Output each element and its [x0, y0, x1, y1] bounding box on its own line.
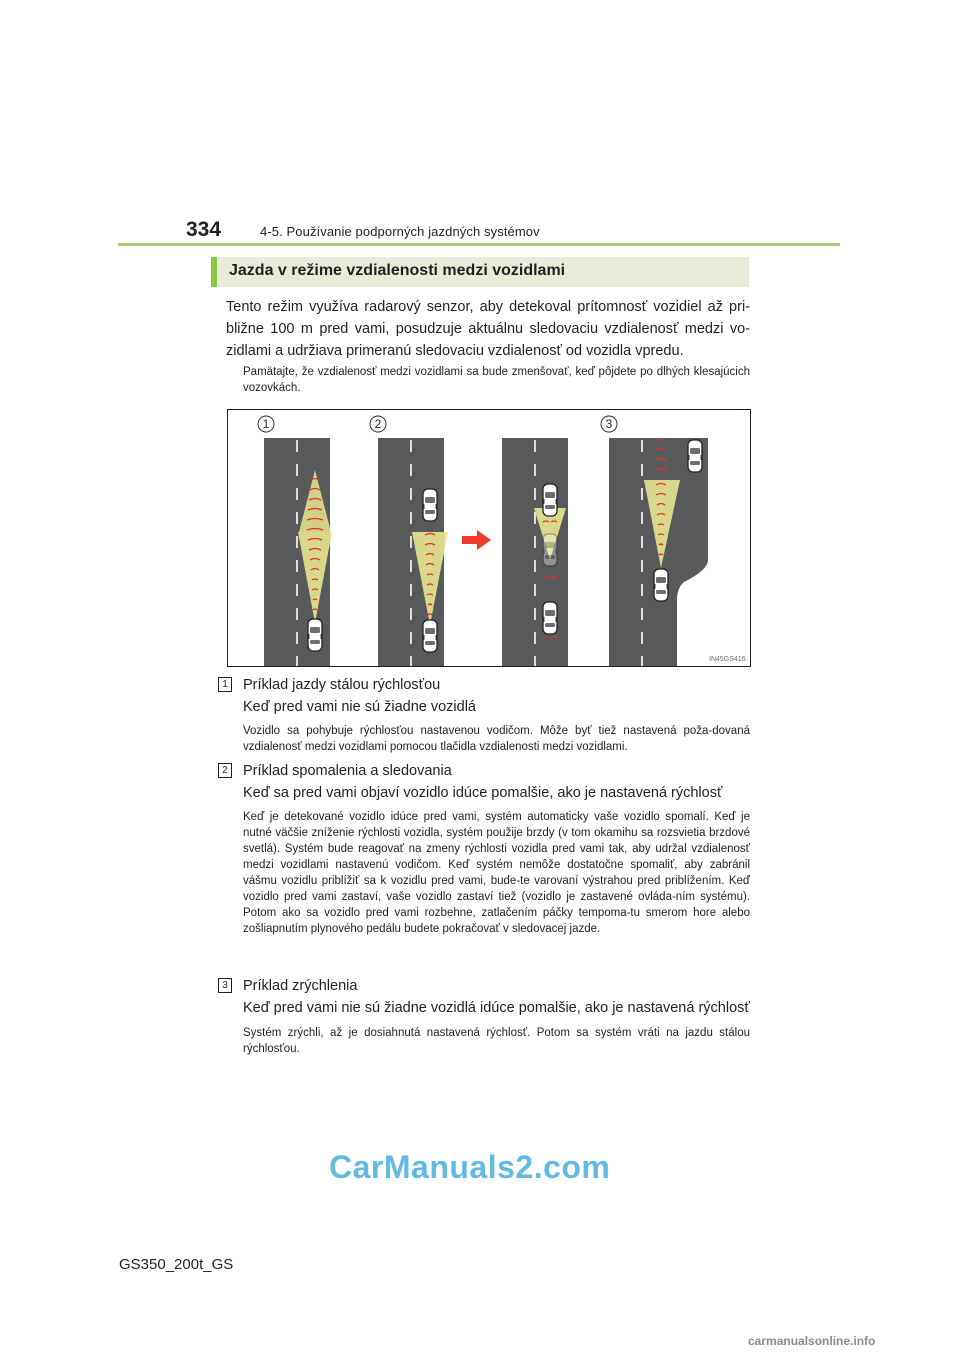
marker-3: 3 [605, 417, 613, 431]
item-1-title: Príklad jazdy stálou rýchlosťou [243, 677, 441, 693]
item-3-title: Príklad zrýchlenia [243, 978, 358, 994]
item-3-note: Systém zrýchli, až je dosiahnutá nastavená rýchlosť. Potom sa systém vráti na jazdu stálou rýchlosťou. [243, 1027, 750, 1055]
intro-paragraph: Tento režim využíva radarový senzor, aby detekoval prítomnosť vozidiel až pri-bližne 100 m pred vami, posudzuje aktuálnu sledovaciu vzdialenosť medzi vo-zidlami a udržiava primeranú sledovaciu vzdialenosť od vozidla vpredu. [226, 299, 750, 359]
car-own-1 [308, 619, 322, 651]
marker-2: 2 [374, 417, 382, 431]
marker-1: 1 [262, 417, 270, 431]
car-exiting-4 [688, 440, 702, 472]
header-divider [118, 243, 840, 246]
item-2-title: Príklad spomalenia a sledovania [243, 763, 452, 779]
intro-note: Pamätajte, že vzdialenosť medzi vozidlami sa bude zmenšovať, keď pôjdete po dlhých klesajúcich vozovkách. [243, 366, 750, 394]
item-1-subtitle: Keď pred vami nie sú žiadne vozidlá [243, 699, 476, 715]
item-2-subtitle: Keď sa pred vami objaví vozidlo idúce pomalšie, ako je nastavená rýchlosť [243, 785, 723, 801]
section-heading [211, 257, 749, 287]
illustration-svg [228, 410, 750, 666]
figure-code: IN45GS416 [709, 656, 746, 663]
car-own-4 [654, 569, 668, 601]
item-2-number: 2 [218, 763, 232, 778]
watermark: CarManuals2.com [329, 1149, 611, 1185]
item-1-number: 1 [218, 677, 232, 692]
section-title: Jazda v režime vzdialenosti medzi vozidlami [229, 262, 566, 279]
car-ahead-3 [543, 484, 557, 516]
car-ghost-3 [543, 534, 557, 566]
page-number: 334 [186, 218, 222, 241]
radar-cruise-illustration [227, 409, 751, 667]
car-own-2 [423, 620, 437, 652]
item-1-note: Vozidlo sa pohybuje rýchlosťou nastavenou vodičom. Môže byť tiež nastavená poža-dovaná vzdialenosť medzi vozidlami pomocou tlačidla vzdialenosti medzi vozidlami. [243, 725, 750, 753]
chapter-title: 4-5. Používanie podporných jazdných systémov [260, 224, 540, 239]
transition-arrow [462, 530, 491, 550]
watermark-small: carmanualsonline.info [748, 1334, 876, 1348]
item-3-number: 3 [218, 978, 232, 993]
item-3-subtitle: Keď pred vami nie sú žiadne vozidlá idúce pomalšie, ako je nastavená rýchlosť [243, 1000, 750, 1016]
car-ahead-2 [423, 489, 437, 521]
item-2-note: Keď je detekované vozidlo idúce pred vami, systém automaticky vaše vozidlo spomalí. Keď je nutné väčšie zníženie rýchlosti vozidla, systém použije brzdy (v tom okamihu sa rozsvietia brzdové svetlá). Systém bude reagovať na zmeny rýchlosti vozidla pred vami tak, aby udržal vzdialenosť medzi vozidlami nastavenú vodičom. Keď systém nemôže dostatočne spomaliť, aby zabránil vášmu vozidlu priblížiť sa k vozidlu pred vami, bude-te varovaní výstrahou pred priblížením. Keď vozidlo pred vami zastaví, vaše vozidlo zastaví tiež (vozidlo je zastavené ovláda-ním systému). Potom ako sa vozidlo pred vami rozbehne, zatlačením páčky tempoma-tu smerom hore alebo zošliapnutím plynového pedálu budete pokračovať v sledovacej jazde. [243, 811, 750, 935]
footer-model: GS350_200t_GS [119, 1256, 234, 1273]
car-own-3 [543, 602, 557, 634]
